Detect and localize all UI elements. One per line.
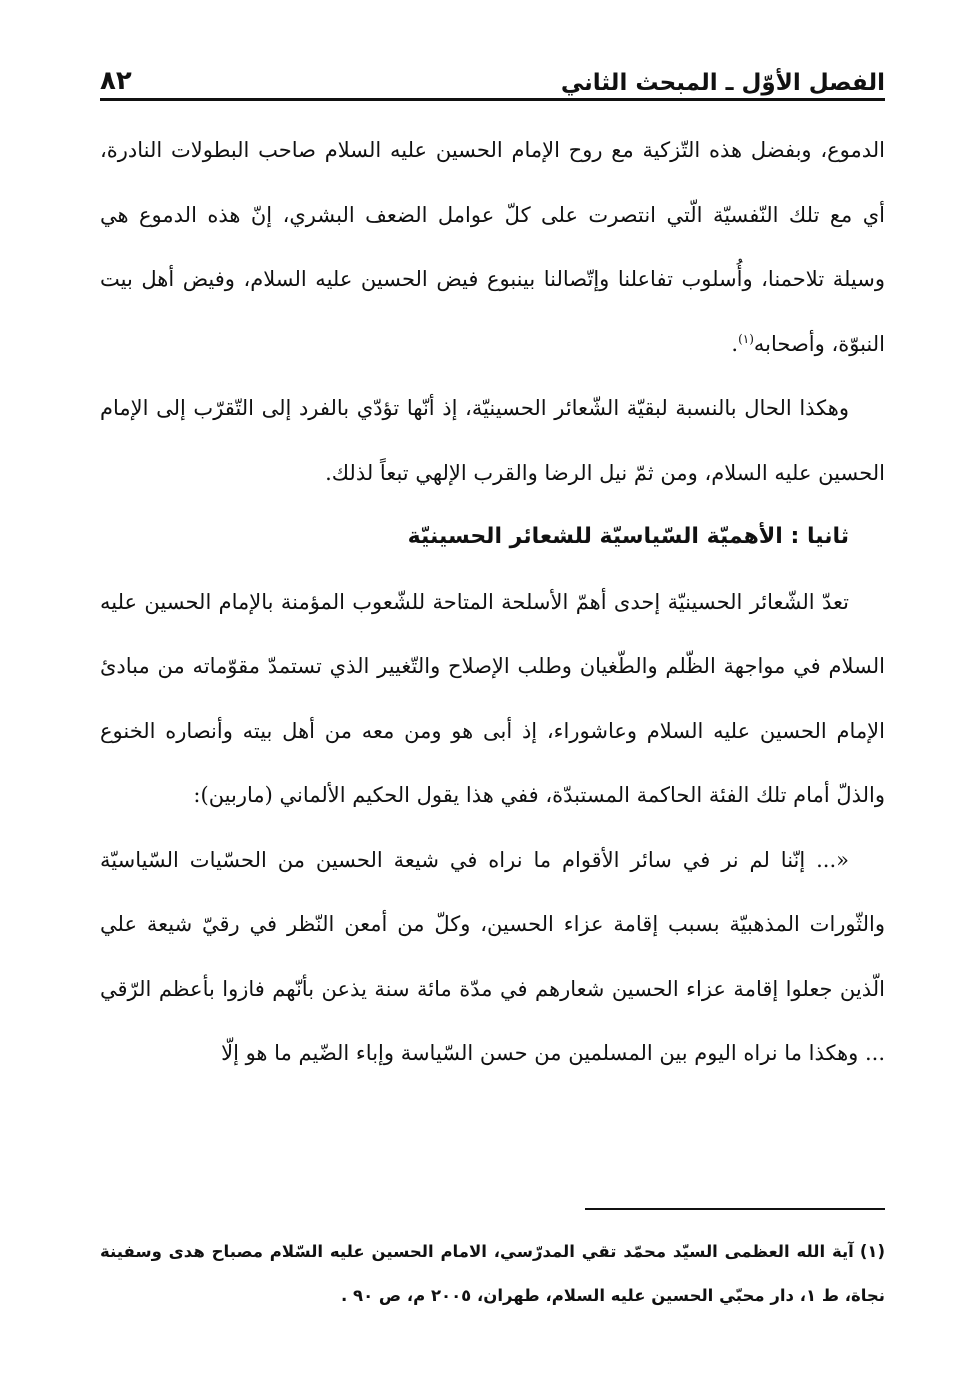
running-title: الفصل الأوّل ـ المبحث الثاني — [560, 70, 885, 96]
paragraph-2: وهكذا الحال بالنسبة لبقيّة الشّعائر الحسينيّة، إذ أنّها تؤدّي بالفرد إلى التّقرّب إلى الإمام الحسين عليه السلام، ومن ثمّ نيل الرضا والقرب الإلهي تبعاً لذلك. — [100, 396, 885, 485]
section-heading: ثانيا : الأهميّة السّياسيّة للشعائر الحسينيّة — [407, 524, 849, 549]
footnote-1-text: آية الله العظمى السيّد محمّد تقي المدرّسي، الامام الحسين عليه السّلام مصباح هدى وسفينة نجاة، ط ١، دار محبّي الحسين عليه السلام، طهران، ٢٠٠٥ م، ص ٩٠ . — [100, 1242, 885, 1305]
paragraph-1-end: . — [731, 331, 739, 356]
paragraph-1 — [100, 118, 885, 376]
footnote-divider — [585, 1208, 885, 1210]
main-text — [100, 118, 885, 1086]
footnote-reference-1[interactable]: (١) — [738, 331, 754, 346]
footnotes — [100, 1230, 885, 1318]
footnote-marker: (١) — [859, 1242, 885, 1261]
page-number: ٨٢ — [100, 66, 132, 96]
footnote-1 — [100, 1230, 885, 1318]
paragraph-3: تعدّ الشّعائر الحسينيّة إحدى أهمّ الأسلحة المتاحة للشّعوب المؤمنة بالإمام الحسين عليه السلام في مواجهة الظّلم والطّغيان وطلب الإصلاح والتّغيير الذي تستمدّ مقوّماته من مبادئ الإمام الحسين عليه السلام وعاشوراء، إذ أبى هو ومن معه من أهل بيته وأنصاره الخنوع والذلّ أمام تلك الفئة الحاكمة المستبدّة، ففي هذا يقول الحكيم الألماني (ماربين): — [100, 589, 885, 807]
quote-paragraph: «... إنّنا لم نر في سائر الأقوام ما نراه في شيعة الحسين من الحسّيات السّياسيّة والثّورات المذهبيّة بسبب إقامة عزاء الحسين، وكلّ من أمعن النّظر في رقيّ شيعة علي الّذين جعلوا إقامة عزاء الحسين شعارهم في مدّة مائة سنة يذعن بأنّهم فازوا بأعظم الرّقي ... وهكذا ما نراه اليوم بين المسلمين من حسن السّياسة وإباء الضّيم ما هو إلّا — [100, 847, 885, 1065]
paragraph-1-text: الدموع، وبفضل هذه التّزكية مع روح الإمام الحسين عليه السلام صاحب البطولات النادرة، أي مع تلك النّفسيّة الّتي انتصرت على كلّ عوامل الضعف البشري، إنّ هذه الدموع هي وسيلة تلاحمنا، وأُسلوب تفاعلنا وإتّصالنا بينبوع فيض الحسين عليه السلام، وفيض أهل بيت النبوّة، وأصحابه — [100, 138, 885, 356]
page-header — [100, 52, 885, 101]
